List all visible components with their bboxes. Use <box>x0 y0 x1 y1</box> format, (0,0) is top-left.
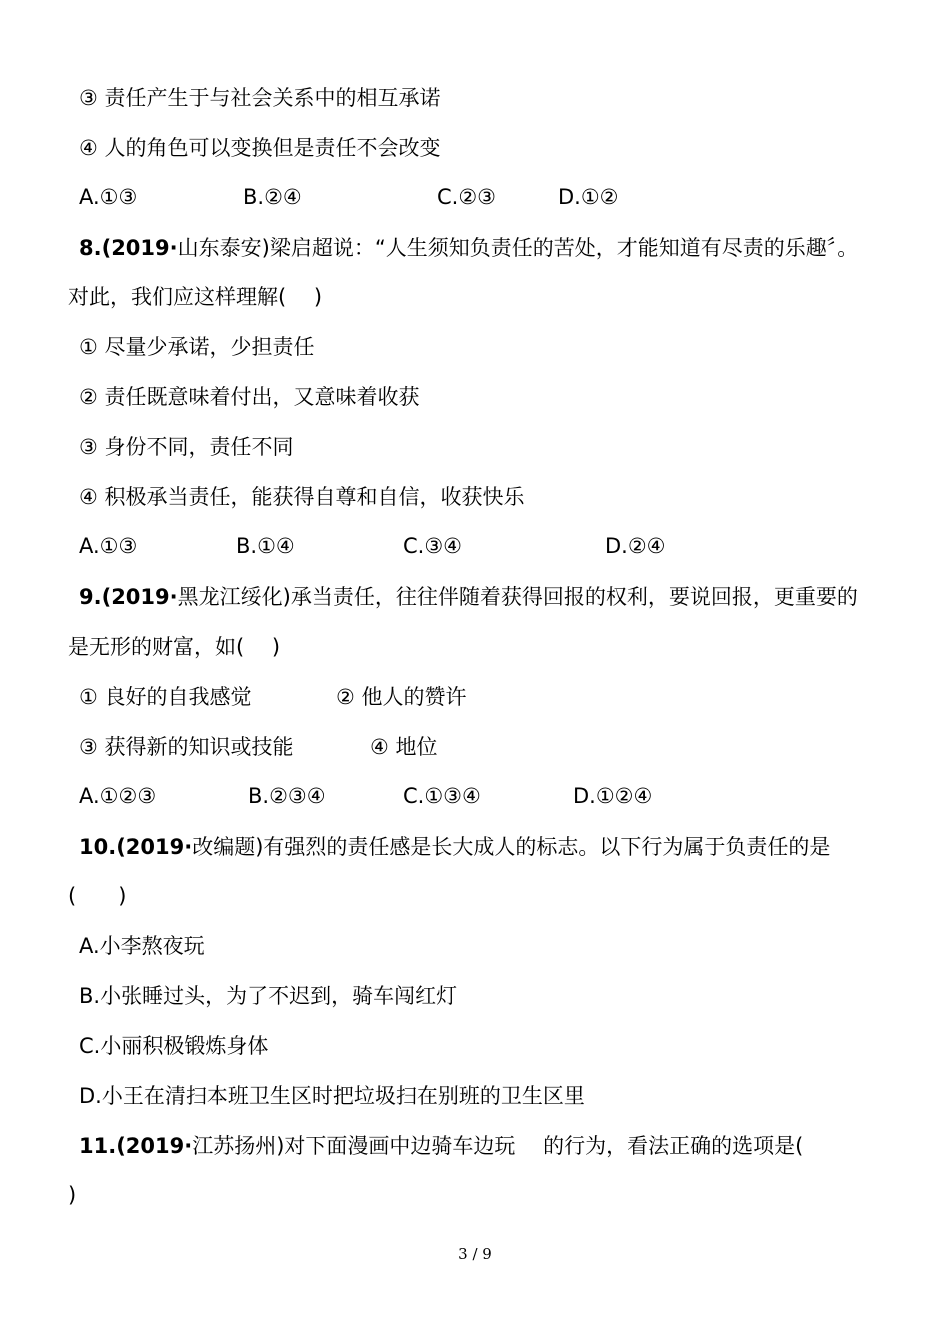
q9-stem-text: 黑龙江绥化)承当责任，往往伴随着获得回报的权利，要说回报，更重要的 <box>177 585 858 609</box>
q11-source-year: (2019· <box>116 1134 193 1158</box>
q11-stem <box>79 1132 803 1160</box>
q10-source-year: (2019· <box>116 835 193 859</box>
q8-option-a: A.①③ <box>79 534 138 558</box>
q7-option-d: D.①② <box>558 185 619 209</box>
q10-option-d: D.小王在清扫本班卫生区时把垃圾扫在别班的卫生区里 <box>79 1084 585 1108</box>
q9-number: 9. <box>79 585 102 609</box>
q8-statement-1: ① 尽量少承诺，少担责任 <box>79 335 315 359</box>
q10-stem-line-2: ( ) <box>68 884 127 908</box>
q8-option-b: B.①④ <box>236 534 295 558</box>
q8-statement-4: ④ 积极承当责任，能获得自尊和自信，收获快乐 <box>79 485 525 509</box>
q9-source-year: (2019· <box>101 585 178 609</box>
q9-stem-line-2: 是无形的财富，如( ) <box>68 635 281 659</box>
q7-option-c: C.②③ <box>437 185 496 209</box>
q8-stem-text: 山东泰安)梁启超说：“人生须知负责任的苦处，才能知道有尽责的乐趣〞。 <box>177 236 859 260</box>
q8-stem-line-2: 对此，我们应这样理解( ) <box>68 285 323 309</box>
q10-stem-text: 改编题)有强烈的责任感是长大成人的标志。以下行为属于负责任的是 <box>192 835 831 859</box>
q10-option-a: A.小李熬夜玩 <box>79 934 205 958</box>
q9-option-b: B.②③④ <box>248 784 326 808</box>
q9-statement-3: ③ 获得新的知识或技能 <box>79 735 294 759</box>
q8-statement-2: ② 责任既意味着付出，又意味着收获 <box>79 385 420 409</box>
q7-statement-3: ③ 责任产生于与社会关系中的相互承诺 <box>79 86 441 110</box>
q10-number: 10. <box>79 835 117 859</box>
q8-option-c: C.③④ <box>403 534 462 558</box>
q10-option-b: B.小张睡过头，为了不迟到，骑车闯红灯 <box>79 984 458 1008</box>
q9-option-a: A.①②③ <box>79 784 157 808</box>
q11-stem-text: 江苏扬州)对下面漫画中边骑车边玩 的行为，看法正确的选项是( <box>192 1134 804 1158</box>
q8-number: 8. <box>79 236 102 260</box>
q8-option-d: D.②④ <box>605 534 666 558</box>
q9-statement-1: ① 良好的自我感觉 <box>79 685 252 709</box>
q11-stem-line-2: ) <box>68 1183 77 1207</box>
q10-option-c: C.小丽积极锻炼身体 <box>79 1034 269 1058</box>
q9-statement-4: ④ 地位 <box>370 735 438 759</box>
q9-option-d: D.①②④ <box>573 784 653 808</box>
q9-stem <box>79 583 858 611</box>
q8-source-year: (2019· <box>101 236 178 260</box>
page-number: 3 / 9 <box>458 1245 492 1263</box>
q8-stem <box>79 234 858 262</box>
q10-stem <box>79 833 830 861</box>
q9-option-c: C.①③④ <box>403 784 481 808</box>
q7-option-a: A.①③ <box>79 185 138 209</box>
q11-number: 11. <box>79 1134 117 1158</box>
q7-option-b: B.②④ <box>243 185 302 209</box>
q8-statement-3: ③ 身份不同，责任不同 <box>79 435 294 459</box>
q9-statement-2: ② 他人的赞许 <box>336 685 467 709</box>
q7-statement-4: ④ 人的角色可以变换但是责任不会改变 <box>79 136 441 160</box>
